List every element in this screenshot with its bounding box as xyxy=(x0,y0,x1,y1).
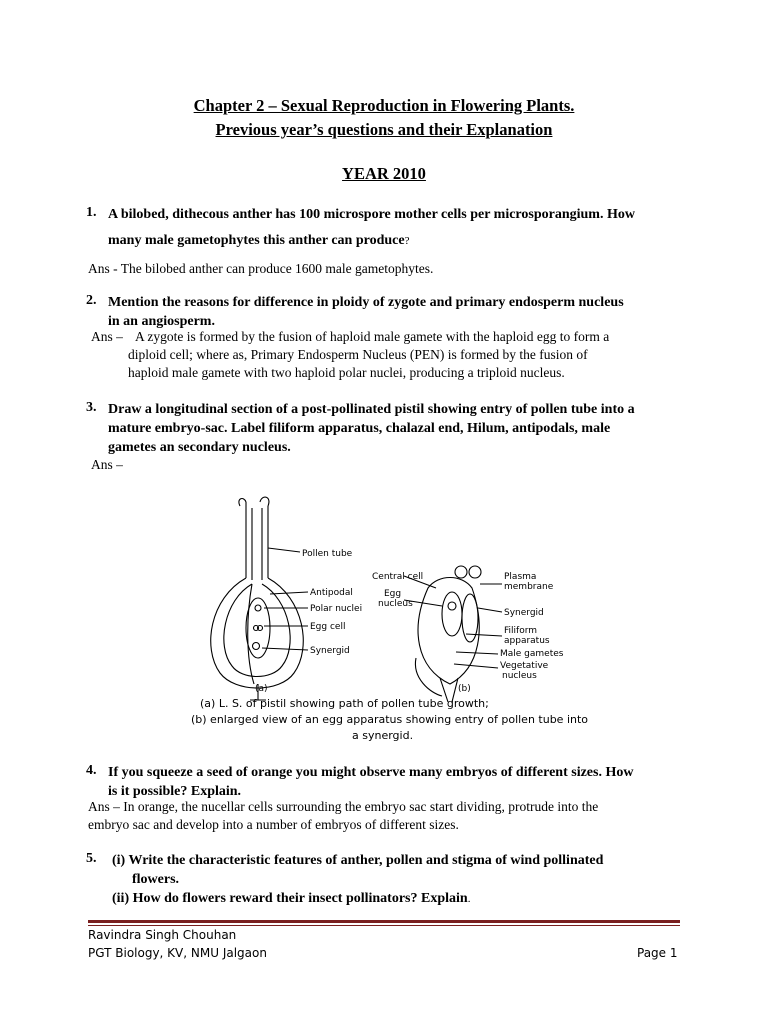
answer-prefix: Ans – xyxy=(91,329,123,344)
year-heading: YEAR 2010 xyxy=(342,164,426,183)
label-vegetative-nucleus: nucleus xyxy=(502,671,537,681)
label-antipodal: Antipodal xyxy=(310,588,353,598)
label-apparatus: apparatus xyxy=(504,636,550,646)
style-outline xyxy=(246,502,268,578)
footer-rule-thick xyxy=(88,920,680,923)
pollen-tube-path xyxy=(252,508,262,580)
central-cell-nucleus-left xyxy=(455,566,467,578)
answer-text: Ans - The bilobed anther can produce 1600 male gametophytes. xyxy=(88,261,434,276)
sublabel-b: (b) xyxy=(458,684,471,694)
answer-prefix: Ans – xyxy=(91,457,123,472)
question-line: If you squeeze a seed of orange you might observe many embryos of different sizes. How xyxy=(108,765,634,780)
pistil-diagram xyxy=(180,488,600,748)
answer-prefix: Ans – xyxy=(88,799,120,814)
question-line: Mention the reasons for difference in ploidy of zygote and primary endosperm nucleus xyxy=(108,295,624,310)
central-cell-nucleus-right xyxy=(469,566,481,578)
label-male-gametes: Male gametes xyxy=(500,649,564,659)
caption-line-3: a synergid. xyxy=(352,729,414,742)
label-egg-cell: Egg cell xyxy=(310,622,346,632)
page-title: Chapter 2 – Sexual Reproduction in Flowering Plants. xyxy=(193,96,575,115)
answer-text: diploid cell; where as, Primary Endosperm Nucleus (PEN) is formed by the fusion of xyxy=(128,347,588,362)
question-text xyxy=(108,400,688,457)
egg-cell xyxy=(253,643,260,650)
question-line: (i) Write the characteristic features of anther, pollen and stigma of wind pollinated xyxy=(112,853,604,868)
question-line: mature embryo-sac. Label filiform apparatus, chalazal end, Hilum, antipodals, male xyxy=(108,421,611,436)
caption-line-2: (b) enlarged view of an egg apparatus showing entry of pollen tube into xyxy=(191,713,589,726)
answer-text: In orange, the nucellar cells surrounding the embryo sac start dividing, protrude into the xyxy=(123,799,599,814)
question-line xyxy=(108,231,688,251)
footer-author: Ravindra Singh Chouhan xyxy=(88,928,237,942)
question-number: 3. xyxy=(86,400,97,415)
question-period: . xyxy=(467,893,471,905)
answer-text: embryo sac and develop into a number of embryos of different sizes. xyxy=(88,817,459,832)
answer-line xyxy=(88,798,598,816)
stigma-left-lobe xyxy=(239,499,246,506)
egg-nucleus xyxy=(448,602,456,610)
label-central-cell: Central cell xyxy=(372,572,424,582)
stigma-right-lobe xyxy=(260,497,269,506)
answer-text: haploid male gamete with two haploid polar nuclei, producing a triploid nucleus. xyxy=(128,365,565,380)
label-synergid-b: Synergid xyxy=(504,608,544,618)
question-line-text: many male gametophytes this anther can produce xyxy=(108,233,405,248)
question-number: 4. xyxy=(86,763,97,778)
label-synergid: Synergid xyxy=(310,646,350,656)
question-line: gametes an secondary nucleus. xyxy=(108,440,291,455)
question-line: flowers. xyxy=(132,872,180,887)
question-line: in an angiosperm. xyxy=(108,314,215,329)
antipodal xyxy=(255,605,261,611)
label-egg: Egg xyxy=(384,589,402,599)
label-filiform: Filiform xyxy=(504,626,538,636)
egg-cell xyxy=(442,592,462,636)
question-line: Draw a longitudinal section of a post-pollinated pistil showing entry of pollen tube into a xyxy=(108,402,635,417)
question-text xyxy=(108,293,688,331)
question-number: 1. xyxy=(86,205,97,220)
label-pollen-tube: Pollen tube xyxy=(302,549,353,559)
question-mark: ? xyxy=(404,235,410,247)
label-polar-nuclei: Polar nuclei xyxy=(310,604,363,614)
question-line xyxy=(112,889,682,909)
pollen-tube-curve xyxy=(248,584,254,684)
question-text xyxy=(108,205,688,251)
question-text xyxy=(112,851,682,909)
question-number: 2. xyxy=(86,293,97,308)
question-line: A bilobed, dithecous anther has 100 microspore mother cells per microsporangium. How xyxy=(108,207,635,222)
question-line: is it possible? Explain. xyxy=(108,784,242,799)
question-number: 5. xyxy=(86,851,97,866)
question-line-text: (ii) How do flowers reward their insect pollinators? Explain xyxy=(112,891,468,906)
label-plasma: Plasma xyxy=(504,572,537,582)
answer-text: A zygote is formed by the fusion of haploid male gamete with the haploid egg to form a xyxy=(135,329,610,344)
footer-rule-thin xyxy=(88,925,680,926)
label-egg-nucleus: nucleus xyxy=(378,599,413,609)
page-number: Page 1 xyxy=(637,946,678,960)
page-subtitle: Previous year’s questions and their Explanation xyxy=(215,120,553,139)
ovary-outline xyxy=(211,578,304,688)
caption-line-1: (a) L. S. of pistil showing path of pollen tube growth; xyxy=(200,697,489,710)
label-vegetative: Vegetative xyxy=(500,661,549,671)
sublabel-a: (a) xyxy=(255,684,268,694)
label-membrane: membrane xyxy=(504,582,554,592)
footer-designation: PGT Biology, KV, NMU Jalgaon xyxy=(88,946,267,960)
question-text xyxy=(108,763,688,801)
